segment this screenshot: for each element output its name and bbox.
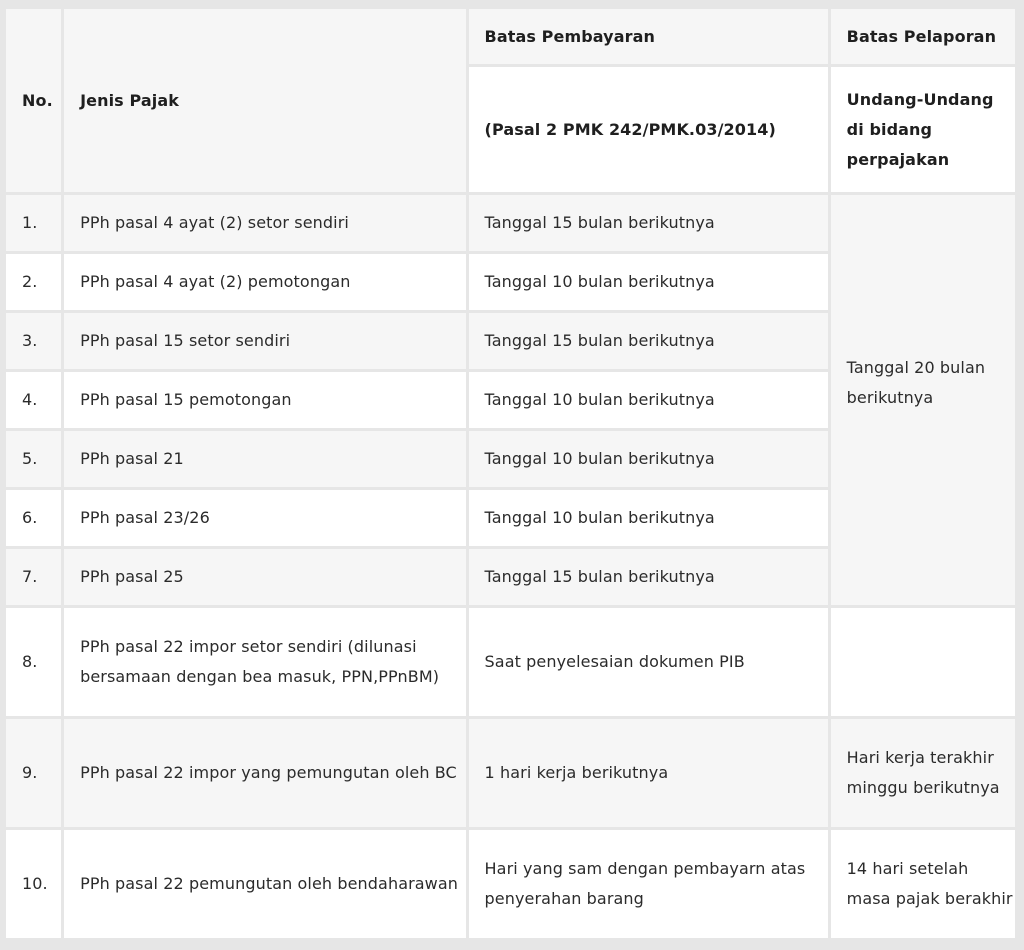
header-batas-pembayaran: Batas Pembayaran [469, 9, 828, 64]
row-tax-type: PPh pasal 22 pemungutan oleh bendaharawan [64, 830, 465, 938]
row-number: 4. [6, 372, 61, 428]
row-number: 3. [6, 313, 61, 369]
row-payment-deadline: Hari yang sam dengan pembayarn atas penyerahan barang [469, 830, 828, 938]
row-tax-type: PPh pasal 15 setor sendiri [64, 313, 465, 369]
header-row [6, 9, 1015, 64]
row-payment-deadline: Saat penyelesaian dokumen PIB [469, 608, 828, 716]
row-tax-type: PPh pasal 25 [64, 549, 465, 605]
header-pembayaran-legal-basis: (Pasal 2 PMK 242/PMK.03/2014) [469, 67, 828, 192]
row-payment-deadline: Tanggal 15 bulan berikutnya [469, 549, 828, 605]
row-payment-deadline: 1 hari kerja berikutnya [469, 719, 828, 827]
row-payment-deadline: Tanggal 10 bulan berikutnya [469, 431, 828, 487]
row-number: 1. [6, 195, 61, 251]
row-tax-type: PPh pasal 21 [64, 431, 465, 487]
row-payment-deadline: Tanggal 10 bulan berikutnya [469, 490, 828, 546]
row-tax-type: PPh pasal 4 ayat (2) setor sendiri [64, 195, 465, 251]
merged-reporting-deadline: Tanggal 20 bulan berikutnya [831, 195, 1015, 605]
row-number: 10. [6, 830, 61, 938]
row-number: 9. [6, 719, 61, 827]
row-tax-type: PPh pasal 23/26 [64, 490, 465, 546]
row-number: 5. [6, 431, 61, 487]
table-row [6, 719, 1015, 827]
row-reporting-deadline [831, 608, 1015, 716]
tax-deadline-table [3, 6, 1018, 941]
table-row [6, 830, 1015, 938]
row-payment-deadline: Tanggal 15 bulan berikutnya [469, 195, 828, 251]
row-payment-deadline: Tanggal 10 bulan berikutnya [469, 254, 828, 310]
header-pelaporan-legal-basis: Undang-Undang di bidang perpajakan [831, 67, 1015, 192]
row-reporting-deadline: 14 hari setelah masa pajak berakhir [831, 830, 1015, 938]
row-tax-type: PPh pasal 15 pemotongan [64, 372, 465, 428]
table-row [6, 608, 1015, 716]
table-row [6, 195, 1015, 251]
row-number: 7. [6, 549, 61, 605]
row-reporting-deadline: Hari kerja terakhir minggu berikutnya [831, 719, 1015, 827]
row-tax-type: PPh pasal 22 impor setor sendiri (dilunasi bersamaan dengan bea masuk, PPN,PPnBM) [64, 608, 465, 716]
row-tax-type: PPh pasal 22 impor yang pemungutan oleh BC [64, 719, 465, 827]
header-no: No. [6, 9, 61, 192]
header-jenis-pajak: Jenis Pajak [64, 9, 465, 192]
row-tax-type: PPh pasal 4 ayat (2) pemotongan [64, 254, 465, 310]
row-number: 2. [6, 254, 61, 310]
header-batas-pelaporan: Batas Pelaporan [831, 9, 1015, 64]
row-payment-deadline: Tanggal 15 bulan berikutnya [469, 313, 828, 369]
row-payment-deadline: Tanggal 10 bulan berikutnya [469, 372, 828, 428]
row-number: 6. [6, 490, 61, 546]
row-number: 8. [6, 608, 61, 716]
